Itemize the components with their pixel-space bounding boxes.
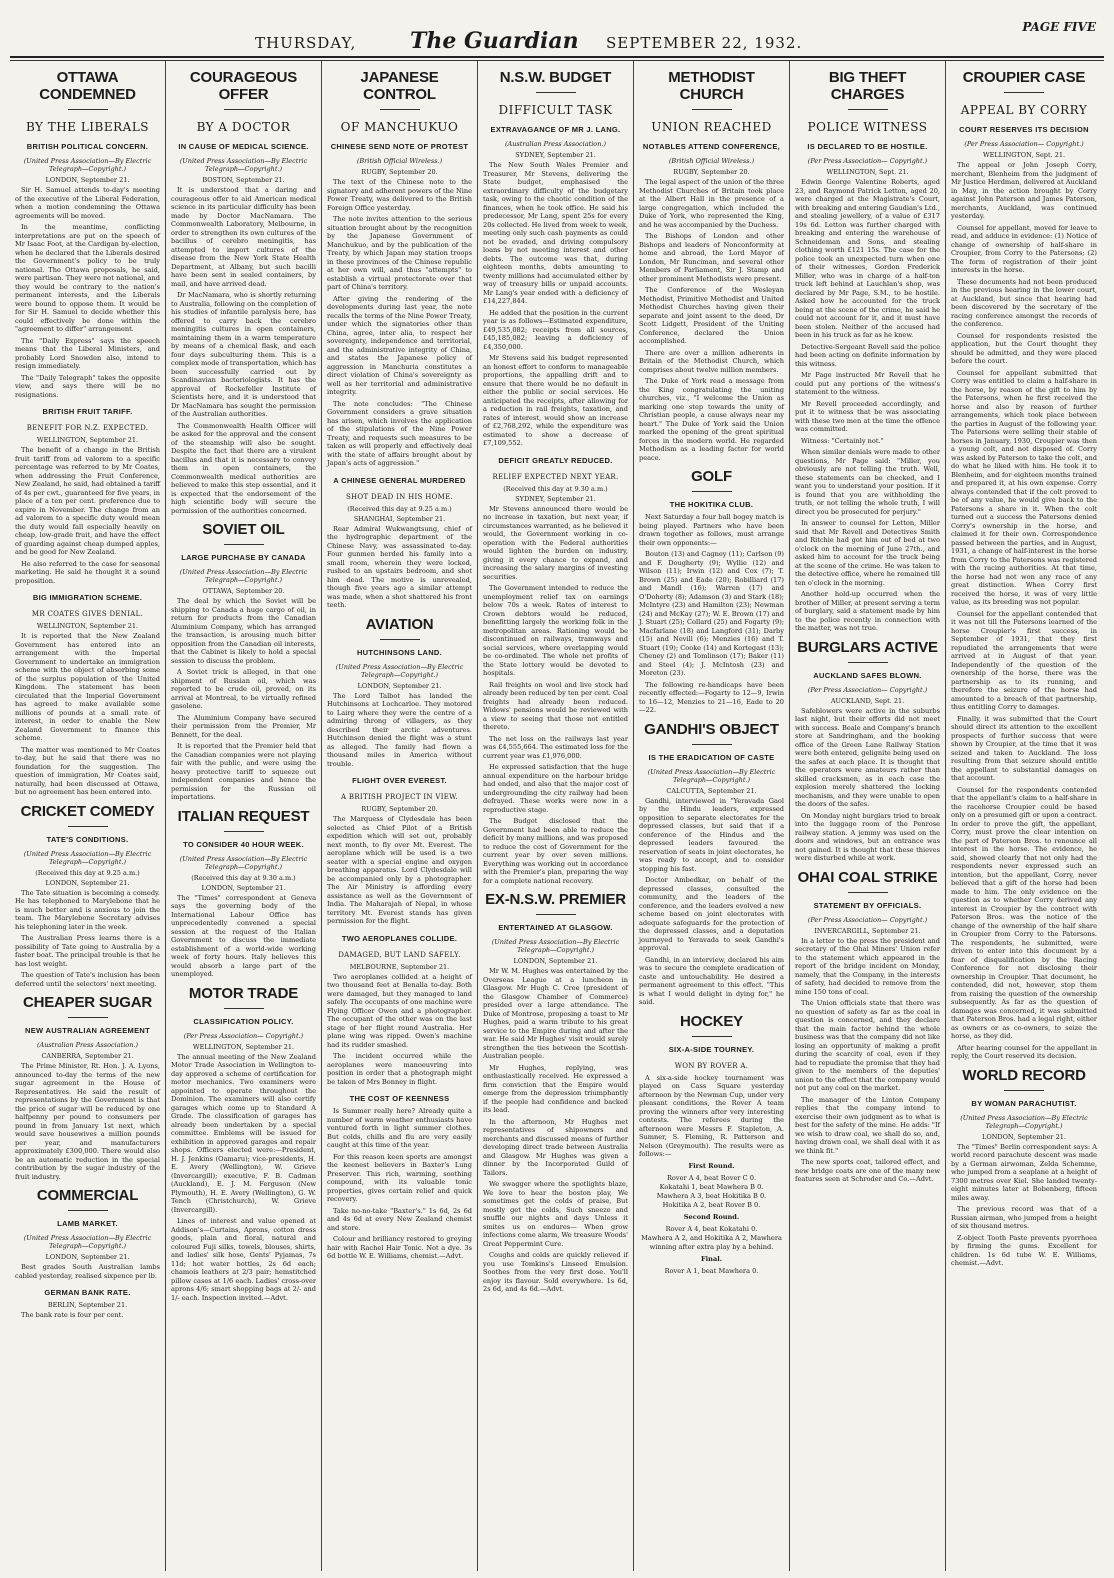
article	[795, 869, 940, 1184]
article-paragraph: After hearing counsel for the appellant in reply, the Court reserved its decision.	[951, 1043, 1097, 1060]
article-deck: COURT RESERVES ITS DECISION	[959, 125, 1089, 134]
article-minor-heading: WON BY ROVER A.	[674, 1061, 749, 1070]
headline-rule	[224, 544, 264, 545]
article-paragraph: Take no-no-take "Baxter's." 1s 6d, 2s 6d and 4s 6d at every New Zealand chemist and store.	[327, 1206, 472, 1232]
article-paragraph: The New South Wales Premier and Treasurer, Mr Stevens, delivering the State budget, emphasised the extraordinary difficulty of the budgetary task, owing to the chaotic condition of the finances, when he took office. He said his predecessor, Mr Lang, spent 25s for every 20s collected. He lived from week to week, meeting only such cash payments as could not be evaded, and driving compulsory loans by not meeting interest and other debts. The outcome was that, during eighteen months, debts amounting to twenty millions had accumulated either by way of treasury bills or unpaid accounts. Mr Lang's year ended with a deficiency of £14,227,844.	[483, 161, 628, 305]
article-headline: MOTOR TRADE	[188, 984, 299, 1002]
headline-rule	[848, 109, 888, 110]
article-paragraph: Witness: "Certainly not."	[801, 436, 884, 445]
wire-credit: (United Press Association—By Electric Telegraph—Copyright.)	[179, 568, 308, 584]
dateline: WELLINGTON, September 21.	[36, 436, 139, 444]
article-deck: BY WOMAN PARACHUTIST.	[971, 1098, 1077, 1108]
results-round-heading: First Round.	[688, 1161, 735, 1170]
column-7	[946, 61, 1102, 1571]
results-round-heading: Final.	[700, 1254, 723, 1263]
dateline: BERLIN, September 21.	[47, 1301, 128, 1309]
article-paragraph: The Tate situation is becoming a comedy. He has telephoned to Marylebone that he is much better and is anxious to join the team. The Marylebone Secretary advises his telephoning later in the week.	[15, 888, 160, 931]
article-headline: WORLD RECORD	[962, 1066, 1086, 1084]
article-minor-heading: RELIEF EXPECTED NEXT YEAR.	[492, 472, 619, 481]
headline-rule	[536, 92, 576, 93]
article	[639, 468, 784, 715]
dateline: RUGBY, September 20.	[361, 805, 438, 813]
wire-credit: (Australian Press Association.)	[37, 1041, 138, 1049]
article-paragraph: The Bishops of London and other Bishops and leaders of Nonconformity at home and abroad, the Lord Mayor of London, Mr Runciman, and several other Members of Parliament, Sir J. Stamp and other prominent Methodists were present.	[639, 232, 784, 283]
article-paragraph: The appeal or John Joseph Corry, merchant, Blenheim from the judgment of Mr Justice Herdman, delivered at Auckland in May, in the action brought by Corry against John Paterson and James Paterson, merchants, Auckland, was continued yesterday.	[951, 161, 1097, 220]
article-paragraph: Edwin George Valentine Roberts, aged 23, and Raymond Patrick Letton, aged 20, were charged at the Magistrate's Court, with breaking and entering Gaudian's Ltd., and stealing jewellery, of a value of £317 19s 6d. Letton was further charged with breaking and entering the warehouse of Schneideman and Sons, and stealing clothing worth £121 15s. The case for the police took an unexpected turn when one of their witnesses, Gordon Frederick Miller, who was in charge of a half-ton truck left behind at Lauchlan's shop, was declared by Mr Page, S.M., to be hostile. Asked how he accounted for the truck being at the scene of the crime, he said he could not account for it, and it must have been stolen. Neither of the accused had been in his truck as far as he knew.	[795, 178, 940, 339]
article-columns	[10, 60, 1104, 1571]
article	[15, 803, 160, 989]
received-note: (Received this day at 9.30 a.m.)	[191, 873, 296, 882]
article-paragraph: He also referred to the case for seasonal marketing. He said he thought it a sound proposition.	[15, 559, 160, 585]
article-paragraph: The Lord Talbot has landed the Hutchinsons at Lochcarloe. They motored to Lairg where they were the centre of a admiring throng of villagers, as they described their arctic adventures. Hutchinson denied the flight was a stunt as alleged. The family had flown a thousand miles in America without trouble.	[327, 691, 472, 768]
headline-rule	[536, 914, 576, 915]
article	[15, 994, 160, 1181]
article-subheadline: POLICE WITNESS	[807, 120, 928, 134]
article-headline: BURGLARS ACTIVE	[797, 638, 938, 656]
article-paragraph: The new sports coat, tailored effect, and new bridge coats are one of the many new features seen at Schroder and Co.—Advt.	[795, 1158, 940, 1183]
article-deck: TATE'S CONDITIONS.	[46, 834, 129, 844]
article-deck: A CHINESE GENERAL MURDERED	[333, 475, 466, 485]
dateline: WELLINGTON, September 21.	[192, 1042, 295, 1051]
headline-rule	[848, 662, 888, 663]
article-paragraph: When similar denials were made to other questions, Mr Page said: "Miller, you obviously are not telling the truth. Well, these statements can be checked, and I want you to understand your position. If it is found that you are withholding the truth, or not telling the whole truth, I will direct you be prosecuted for perjury."	[795, 448, 940, 516]
column-3	[322, 61, 478, 1571]
article-paragraph: The matter was mentioned to Mr Coates to-day, but he said that there was no foundation for the suggestion. The question of immigration, Mr Coates said, naturally, had been discussed at Ottawa, but no agreement has been entered into.	[15, 745, 160, 796]
article-paragraph: The Aluminium Company have secured their permission from the Premier, Mr Bennett, for the deal.	[171, 713, 316, 739]
article-deck: CHINESE SEND NOTE OF PROTEST	[330, 142, 469, 151]
article	[171, 69, 316, 515]
result-line: Mawhera A 3, beat Hokitika B 0.	[656, 1191, 767, 1200]
dateline: RUGBY, September 20.	[361, 168, 438, 176]
article-paragraph: There are over a million adherents in Britain of the Methodist Church, which comprises about twelve million members.	[639, 348, 784, 374]
article-headline: CROUPIER CASE	[962, 69, 1086, 86]
article	[327, 776, 472, 926]
wire-credit: (United Press Association—By Electric Telegraph—Copyright.)	[647, 767, 776, 784]
article-headline: ITALIAN REQUEST	[177, 807, 310, 825]
article-paragraph: The Government intended to reduce the unemployment relief tax on earnings below 70s a week. Rates of interest to Crown debtors would be reduced, benefitting largely the working folk in the metropolitan areas. Rationing would be discontinued on railways, tramways and social services, where overlapping would be co-ordinated. The whole net profits of the State lottery would be devoted to hospitals.	[483, 584, 628, 677]
headline-rule	[224, 109, 264, 110]
wire-credit: (United Press Association—By Electric Telegraph—Copyright.)	[335, 662, 464, 679]
article	[15, 1288, 160, 1320]
headline-rule	[68, 1210, 108, 1211]
article	[327, 934, 472, 1087]
article-paragraph: The net loss on the railways last year was £4,555,664. The estimated loss for the current year was £1,976,000.	[483, 734, 628, 760]
headline-rule	[692, 109, 732, 110]
article-deck: LARGE PURCHASE BY CANADA	[181, 553, 306, 562]
article-paragraph: Counsel for appellant submitted that Corry was entitled to claim a half-share in the horse, by reason of the gift to him by the Patersons, when he first received the horse and also by reason of further arrangements, which took place between the parties in August of the following year. The Patersons were selling their stable of horses in January, 1930, Croupier was then a young colt, and not disposed of. Corry was asked by Paterson to take the colt, and do what he liked with him. He took it to Blenheim, and for eighteen months trained and prepared it, at his own expense. Corry always contended that if the colt proved to be of any value, he would give back to the Patersons a share in it. When the colt turned out a success the Patersons denied Corry's ownership in the horse, and claimed it for their own. Correspondence passed between the parties, and in August, 1931, a change of half-interest in the horse from Corry to the Patersons was registered with the racing authorities. At that time, the horse had not won any race of any great distinction. When Corry first received the horse, it was of very little value, as its breeding was not popular.	[951, 368, 1097, 606]
article-deck: CLASSIFICATION POLICY.	[193, 1016, 294, 1026]
dateline: RUGBY, September 20.	[673, 168, 750, 176]
result-line: Kokatahi 1, beat Mawhera B 0.	[659, 1182, 764, 1191]
wire-credit: (United Press Association—By Electric Telegraph—Copyright.)	[23, 157, 152, 173]
article-paragraph: Detective-Sergeant Revell said the police had been acting on definite information by this witness.	[795, 342, 940, 368]
dateline: INVERCARGILL, September 21.	[814, 926, 921, 935]
article-paragraph: Safeblowers were active in the suburbs last night, but their efforts did not meet with success. Beale and Company's branch store at Sandringham, and the booking office of the Green Lane Railway Station were both entered, gelignite being used on the safes at each place. It is thought that the operators were amateurs rather than skilled cracksmen, as in each case the explosion merely shattered the locking mechanism, and they were unable to open the doors of the safes.	[795, 706, 940, 808]
wire-credit: (United Press Association—By Electric Telegraph—Copyright.)	[179, 157, 308, 173]
masthead-date: SEPTEMBER 22, 1932.	[606, 34, 803, 52]
article-headline: JAPANESE CONTROL	[360, 69, 439, 103]
article	[795, 639, 940, 863]
dateline: BOSTON, September 21.	[202, 176, 285, 184]
article-paragraph: The Prime Minister, Rt. Hon. J. A. Lyons, announced to-day the terms of the new sugar agreement in the House of Representatives. He said the result of representations by the Government is that the price of sugar will be reduced by one halfpenny per pound to consumers per pound in from January 1st next, which would save housewives a million pounds per year, and manufacturers approximately £300,000. There would also be an automatic reduction in the special contribution by the sugar industry of the fruit industry.	[15, 1062, 160, 1181]
headline-rule	[68, 826, 108, 827]
wire-credit: (British Official Wireless.)	[356, 157, 443, 165]
article-paragraph: The Marquess of Clydesdale has been selected as Chief Pilot of a British expedition which will set out, probably next month, to fly over Mt. Everest. The aeroplane which will be used is a two seater with a special engine and oxygen breathing apparatus. Lord Clydesdale will be accompanied only by a photographer. The Air Ministry is affording every assistance as well as the Government of India. The Maharajah of Nepal, in whose territory Mt. Everest stands has given permission for the flight.	[327, 815, 472, 925]
article-deck: TO CONSIDER 40 HOUR WEEK.	[183, 839, 304, 849]
wire-credit: (Per Press Association— Copyright.)	[807, 685, 928, 694]
wire-credit: (Per Press Association— Copyright.)	[807, 915, 928, 924]
article-minor-heading: DAMAGED, BUT LAND SAFELY.	[338, 950, 461, 959]
column-4	[478, 61, 634, 1571]
article-paragraph: It is understood that a daring and courageous offer to aid American medical science in its particular difficulty has been made by Doctor MacNamara. The Commonwealth Laboratory, Melbourne, in order to strengthen its own cultures of the bacillus of cerebro meningitis, has attempted to import cultures of the disease from the New York State Health Department, at Albany, but such bacilli have been sent in sealed containers, by mail, and have arrived dead.	[171, 186, 316, 288]
article-paragraph: Doctor Ambedkar, on behalf of the depressed classes, consulted the community, and the leaders of the conference, and the leaders evolved a new scheme based on joint electorates with adequate safeguards for the protection of the depressed classes, and a deputation journeyed to Yeravada to seek Gandhi's approval.	[639, 876, 784, 952]
article-paragraph: The Duke of York read a message from the King congratulating the uniting churches, viz., "I welcome the Union as marking one step towards the unity of Christian people, a cause always near my heart." The Duke of York said the Union marked the opening of the great spiritual forces in the modern world. He regarded Methodism as a leading factor for world peace.	[639, 377, 784, 462]
dateline: LONDON, September 21.	[201, 883, 286, 892]
wire-credit: (United Press Association—By Electric Telegraph—Copyright.)	[179, 854, 308, 871]
article-paragraph: The question of Tate's inclusion has been deferred until the selectors' next meeting.	[15, 971, 160, 988]
dateline: OTTAWA, September 20.	[202, 587, 285, 595]
wire-credit: (United Press Association—By Electric Telegraph—Copyright.)	[23, 849, 152, 866]
article-paragraph: The legal aspect of the union of the three Methodist Churches of Britain took place at the Albert Hall in the presence of a large congregation, which included the Duke of York, who represented the King, and he was accompanied by the Duchess.	[639, 178, 784, 229]
article-paragraph: For this reason keen sports are amongst the keenest believers in Baxter's Lung Preserver. This rich, warming, soothing compound, with its valuable tonic properties, gives certain relief and quick recovery.	[327, 1152, 472, 1203]
wire-credit: (Per Press Association— Copyright.)	[183, 1031, 304, 1040]
article-paragraph: On Monday night burglars tried to break into the luggage room of the Penrose railway station. A jemmy was used on the doors and windows, but an entrance was not gained. It is thought that these thieves were disturbed while at work.	[795, 811, 940, 862]
article-paragraph: The Union officials state that there was no question of safety as far as the coal in question is concerned, and they declare that the main factor behind the whole business was that the company did not like losing an opportunity of making a profit during the scarcity of coal, even if they had to repudiate the promise that they had given to the members of the deputies' union to the effect that the company would not put any coal on the market.	[795, 999, 940, 1092]
article-paragraph: Mr Stevens announced there would be no increase in taxation, but next year, if circumstances warranted, as he believed it would, the Government working in co-operation with the Federal authorities would lighten the burden on industry, giving it every chance to expand, and increasing the salary margins of investing securities.	[483, 504, 628, 581]
headline-rule	[68, 1017, 108, 1018]
article-paragraph: Mr W. M. Hughes was entertained by the Overseas League at a luncheon in Glasgow. Mr Hugh C. Cree (president of the Glasgow Chamber of Commerce) presided over a large attendance. The Duke of Montrose, proposing a toast to Mr Hughes, paid a warm tribute to his great service to the Empire during and after the war. He said Mr Hughes' visit would surely strengthen the ties between the Scottish-Australian people.	[483, 967, 628, 1060]
article-deck: STATEMENT BY OFFICIALS.	[813, 900, 922, 910]
article	[327, 476, 472, 610]
article-paragraph: The note concludes: "The Chinese Government considers a grave situation has arisen, which involves the application of the stipulations of the Nine Power Treaty, and requests such measures to be taken as will properly and effectively deal with the state of affairs brought about by Japan's acts of aggression."	[327, 399, 472, 467]
article-paragraph: A six-a-side hockey tournament was played on Cass Square yesterday afternoon by the Newman Cup, under very pleasant conditions, the Rover A team proving the winners after very interesting contests. The referees during the afternoon were Messrs F. Stapleton, A. Sumner, S. Fleming, R. Patterson and Nelson (Greymouth). The results were as follows:—	[639, 1073, 784, 1158]
article-minor-heading: A BRITISH PROJECT IN VIEW.	[341, 793, 458, 801]
article	[639, 69, 784, 462]
article-paragraph: The benefit of a change in the British fruit tariff from ad valorem to a specific percentage was referred to by Mr Coates, when addressing the Fruit Conference, New Zealand, he said, had obtained a tariff of 4s per cwt., guaranteed for five years, in place of a ten per cent. preference due to expire in November. The change from an ad valorem to a specific duty would mean the duty would fall especially heavily on cheap, low-grade fruit, and have the effect of guarding against cheap dumped apples, and be good for New Zealand.	[15, 446, 161, 556]
wire-credit: (Per Press Association— Copyright.)	[807, 157, 928, 165]
dateline: LONDON, September 21.	[45, 878, 130, 887]
article	[639, 1013, 784, 1276]
article-paragraph: After giving the rendering of the developments during last year, the note recalls the terms of the Nine Power Treaty, under which the signatories other than China, agree, inter alia, to respect her sovereignty, independence and territorial, and the administrative integrity of China, and states the Japanese policy of aggression in Manchuria constitutes a direct violation of China's sovereignty as well as her territorial and administrative integrity.	[327, 294, 472, 396]
masthead-paper-name: The Guardian	[410, 28, 579, 54]
article	[951, 1067, 1097, 1268]
article-paragraph: These documents had not been produced in the previous hearing in the lower court, at Auckland, but since that hearing had been discovered by the secretary of the racing conference amongst the records of the conference.	[951, 277, 1097, 328]
result-line: Rover A 1, beat Mawhera 0.	[664, 1266, 759, 1275]
article-deck: BIG IMMIGRATION SCHEME.	[32, 593, 143, 602]
result-line: Rover A 4, beat Rover C 0.	[666, 1173, 757, 1182]
article-headline: COMMERCIAL	[36, 1187, 139, 1204]
article-subheadline: BY THE LIBERALS	[25, 120, 150, 134]
article	[951, 69, 1097, 1061]
article-paragraph: Bouton (13) and Cagney (11); Carlson (9) and F. Dougherty (9); Wyllie (12) and Wilson (11); Irwin (12) and Cox (7); T. Brown (25) and Eade (20); Robilliard (17) and Mandl (16); Warren (17) and O'Doherty (8); Adamson (3) and Stark (18); McIntyre (23) and Hamilton (23); Newman (24) and McKay (27); W. E. Brown (17) and J. Stuart (25); Collard (25) and Fogarty (9); Macfarlane (18) and Langford (31); Darby (15) and Nevill (6); Menzies (16) and T. Stuart (19); Cooke (14) and Kortegast (13); Cheney (2) and Tomlinson (17); Baker (11) and Steel (4); J. McIntosh (23) and Moreton (23).	[639, 550, 784, 677]
article-headline: N.S.W. BUDGET	[499, 69, 612, 86]
article-paragraph: Counsel for appellant, moved for leave to read, and adduce in evidence: (1) Notice of change of ownership of half-share in Croupier, from Corry to the Patersons; (2) The form of registration of their joint interests in the horse.	[951, 223, 1097, 274]
column-2	[166, 61, 322, 1571]
article-deck: HUTCHINSONS LAND.	[356, 647, 443, 657]
article-paragraph: Mr Stevens said his budget represented an honest effort to conform to manageable proportions, the appalling drift and to ensure that there would be no default in either the public or social services. He anticipated the receipts, after allowing for a reduction in rail freights, taxation, and rates of interest, would show an increase of £2,768,292, while the expenditure was estimated to show a decrease of £7,109,552.	[483, 354, 628, 447]
article-deck: DEFICIT GREATLY REDUCED.	[498, 455, 613, 465]
article-paragraph: Best grades South Australian lambs cabled yesterday, realised sixpence per lb.	[15, 1263, 160, 1280]
dateline: SYDNEY, September 21.	[515, 151, 596, 159]
article-paragraph: Counsel for the respondents contended that the appellant's claim to a half-share in the racehorse Croupier could be based only on a presumed gift or upon a contract. In order to prove the gift, the appellant, Corry, must prove the clear intention on the part of Paterson Bros. to renounce all interest in the horse. The evidence, he said, showed clearly that not only had the respondents never expressed such an intention, but the appellant, Corry, never believed that a gift of the horse had been made to him. The only evidence on the question as to whether Corry derived any interest in Croupier by the contract with Paterson Bros. was the notice of the change of the ownership of the half share in Croupier from Corry to the Patersons. The respondents, he submitted, were driven to enter into this document by a fear of disqualification by the Racing Conference for not disclosing their ownership in Croupier. That document, he contended, did not, however, stop them from raising the question of the ownership subsequently. As far as the question of damages was concerned, it was submitted that Paterson Bros. had a legal right, either as owners or as co-owners, to seize the horse, as they did.	[951, 785, 1098, 1040]
article-deck: THE COST OF KEENNESS	[349, 1094, 450, 1103]
article-headline: OHAI COAL STRIKE	[797, 868, 938, 886]
article-headline: EX-N.S.W. PREMIER	[485, 891, 626, 908]
article	[327, 1094, 472, 1261]
article-headline: HOCKEY	[680, 1012, 743, 1030]
article-minor-heading: BENEFIT FOR N.Z. EXPECTED.	[26, 424, 149, 432]
article	[15, 593, 160, 797]
dateline: SHANGHAI, September 21.	[353, 514, 446, 523]
dateline: LONDON, September 21.	[45, 1253, 130, 1261]
article-paragraph: Colour and brilliancy restored to greying hair with Rachel Hair Tonic. Not a dye. 3s 6d bottle W. E. Williams, chemist.—Advt.	[327, 1235, 472, 1260]
article	[483, 891, 628, 1294]
dateline: SYDNEY, September 21.	[515, 494, 596, 503]
article-headline: SOVIET OIL	[202, 521, 285, 538]
article-subheadline: DIFFICULT TASK	[498, 103, 613, 117]
article	[15, 407, 160, 585]
article-paragraph: In answer to counsel for Letton, Miller said that Mr Revell and Detectives Smith and Ritchie had got him out of bed at two o'clock on the morning of June 27th., and asked him to account for the truck being at the scene of the crime. He was taken to the detective office, where he remained till ten o'clock in the morning.	[795, 519, 940, 587]
article-paragraph: The previous record was that of a Russian airman, who jumped from a height of six thousand metres.	[951, 1205, 1097, 1230]
headline-rule	[224, 1008, 264, 1009]
article-paragraph: Mr Revell proceeded accordingly, and put it to witness that he was associating with these two men at the time the offence was committed.	[795, 399, 940, 433]
article-paragraph: Sir H. Samuel attends to-day's meeting of the executive of the Liberal Federation, when a motion condemning the Ottawa agreements will be moved.	[15, 186, 160, 220]
article-deck: TWO AEROPLANES COLLIDE.	[341, 933, 458, 943]
article-paragraph: The following re-handicaps have been recently effected:—Fogarty to 12—9, Irwin to 16—12, Menzies to 21—16, Eade to 20—22.	[639, 680, 784, 714]
article-paragraph: It is reported that the New Zealand Government has entered into an arrangement with the Imperial Government to undertake an immigration scheme with the object of absorbing some of the surplus population of the United Kingdom. The statement has been circulated that the Imperial Government has agreed to make available some millions of pounds at a small rate of interest, in order to enable the New Zealand Government to finance this scheme.	[15, 632, 160, 742]
article-deck: IS THE ERADICATION OF CASTE	[648, 752, 775, 762]
article-paragraph: Dr MacNamara, who is shortly returning to Australia, following on the completion of his studies of infantile paralysis here, has offered to carry back the cerebro meningitis cultures in open containers, maintaining them in a warm temperature by means of a chemical flask, and each four days subculturing them. This is a complex mode of transportation, which has been successfully carried out by Scandinavian bacteriologists. It has the approval of Rockefeller Institute of Scientists here, and it is understood that Dr MacNamara has sought the permission of the Australian authorities.	[171, 291, 316, 418]
result-line: Mawhera A 2, and Hokitika A 2, Mawhera winning after extra play by a behind.	[641, 1233, 782, 1251]
dateline: LONDON, September 21.	[45, 176, 130, 184]
received-note: (Received this day at 9.25 a.m.)	[347, 504, 452, 513]
article	[483, 456, 628, 886]
article-paragraph: The "Daily Express" says the speech means that the Liberal Ministers, and probably Lord Snowden also, intend to resign immediately.	[15, 336, 160, 370]
headline-rule	[224, 831, 264, 832]
column-6	[790, 61, 946, 1571]
article-paragraph: In the afternoon, Mr Hughes met representatives of shipowners and merchants and discussed means of further developing direct trade between Australia and Glasgow. Mr Hughes was given a dinner by the Incorporated Guild of Tailors.	[483, 1117, 628, 1177]
dateline: CALCUTTA, September 21.	[666, 786, 757, 795]
article-deck: GERMAN BANK RATE.	[44, 1288, 131, 1297]
dateline: CANBERRA, September 21.	[41, 1052, 134, 1060]
article-paragraph: He added that the position in the current year is as follows—Estimated expenditure, £49,535,082; receipts from all sources, £45,185,082; leaving a deficiency of £4,350,000.	[483, 308, 628, 351]
article	[15, 1187, 160, 1280]
article-paragraph: The Budget disclosed that the Government had been able to reduce the deficit by many millions, and was proposed to reduce the cost of Government for the current year by over seven millions. Everything was working out in accordance with the Premier's plan, preparing the way for a complete national recovery.	[483, 817, 628, 885]
article-deck: THE HOKITIKA CLUB.	[669, 500, 754, 509]
article-paragraph: Rail freights on wool and live stock had already been reduced by ten per cent. Coal freights had already been reduced. Widows' pensions would be reviewed with a view to seeing that those not entitled thereto.	[483, 680, 628, 731]
article-deck: BRITISH FRUIT TARIFF.	[42, 407, 133, 416]
dateline: MELBOURNE, September 21.	[349, 962, 450, 971]
headline-rule	[68, 109, 108, 110]
article-paragraph: The "Times" Berlin correspondent says: A world record parachute descent was made by a German airwoman, Zelda Schemme, who jumped from a seaplane at a height of 7300 metres over Kiel. She landed twenty-eight minutes later at Bobenberg, fifteen miles away.	[951, 1142, 1097, 1202]
article	[327, 616, 472, 769]
article	[15, 69, 160, 399]
article	[171, 808, 316, 979]
dateline: WELLINGTON, September 21.	[36, 622, 139, 630]
article-deck: NOTABLES ATTEND CONFERENCE,	[642, 142, 781, 151]
headline-rule	[848, 892, 888, 893]
dateline: LONDON, September 21.	[513, 957, 598, 965]
article-paragraph: Is Summer really here? Already quite a number of warm weather enthusiasts have ventured forth in light summer clothes. But colds, chills and flu are very easily caught at this time of the year.	[327, 1107, 472, 1149]
result-line: Hokitika A 2, beat Rover B 0.	[662, 1200, 761, 1209]
received-note: (Received this day at 9.25 a.m.)	[35, 868, 140, 877]
article-paragraph: The Conference of the Wesleyan Methodist, Primitive Methodist and United Methodist Churches having given their separate and joint assent to the deed, Dr Scott Lidgett, President of the Uniting Conference, declared the Union accomplished.	[639, 286, 784, 345]
headline-rule	[692, 491, 732, 492]
article-paragraph: Coughs and colds are quickly relieved if you use Tomkins's Linseed Emulsion. Soothes from the very first dose. You'll enjoy its flavour. Sold everywhere. 1s 6d, 2s 6d, and 4s 6d.—Advt.	[483, 1251, 628, 1293]
wire-credit: (United Press Association—By Electric Telegraph—Copyright.)	[491, 938, 620, 954]
article-minor-heading: SHOT DEAD IN HIS HOME.	[345, 492, 454, 501]
article-paragraph: The "Times" correspondent at Geneva says the governing body of the International Labour Office has unprecedentedly convened a special session at the request of the Italian Government to discuss the immediate establishment of a world-wide working week of forty hours. Italy believes this would absorb a large part of the unemployed.	[171, 893, 316, 978]
dateline: WELLINGTON, Sept. 21.	[982, 151, 1066, 159]
article-headline: CHEAPER SUGAR	[22, 994, 153, 1011]
wire-credit: (Australian Press Association.)	[505, 140, 606, 148]
article-paragraph: The bank rate is four per cent.	[21, 1311, 124, 1319]
article-paragraph: Counsel for the appellant contended that it was not till the Patersons learned of the horse Croupier's first success, in September of 1931, that they first repudiated the arrangements that were arrived at in August of that year. Independently of the question of the ownership of the horse, there was the partnership as to its running, and therefore the seizure of the horse had amounted to a breach of that partnership, thus entitling Corry to damages.	[951, 609, 1097, 711]
dateline: WELLINGTON, Sept. 21.	[826, 168, 909, 176]
masthead	[10, 18, 1104, 58]
article-deck: LAMB MARKET.	[57, 1219, 118, 1228]
article-headline: CRICKET COMEDY	[20, 802, 155, 820]
article-subheadline: BY A DOCTOR	[196, 120, 291, 134]
article-headline: GANDHI'S OBJECT	[644, 720, 779, 738]
article	[171, 521, 316, 802]
article-paragraph: A Soviet trick is alleged, in that one shipment of Russian oil, which was reported to be crude oil, proved, on its arrival at Montreal, to be virtually refined gasolene.	[171, 668, 316, 710]
wire-credit: (United Press Association—By Electric Telegraph—Copyright.)	[960, 1113, 1088, 1130]
article-paragraph: It is reported that the Premier held that the Canadian companies were not playing fair with the public, and were using the heavy protective tariff to squeeze out independent companies and hence the permission for the Russian oil importations.	[171, 742, 316, 801]
article-deck: EXTRAVAGANCE OF MR J. LANG.	[490, 125, 621, 134]
article-deck: ENTERTAINED AT GLASGOW.	[498, 923, 613, 932]
article-paragraph: The manager of the Linton Company replies that the company intend to exercise their own judgment as to what is best for the safety of the mine. He adds: "If we wish to draw coal, we shall do so, and, having drawn coal, we shall deal with it as we think fit."	[795, 1095, 940, 1155]
article-paragraph: Finally, it was submitted that the Court should direct its attention to the excellent prospects of further success that were shown by Croupier, at the time that it was seized and taken to Auckland. The loss resulting from that seizure should entitle the appellant to substantial damages on that account.	[951, 714, 1097, 782]
article-deck: AUCKLAND SAFES BLOWN.	[813, 670, 922, 680]
article	[171, 985, 316, 1303]
article-headline: OTTAWA CONDEMNED	[39, 69, 136, 103]
article-paragraph: The incident occurred while the aeroplanes were manoeuvring into position in order that a photograph might be taken of Mrs Bonney in flight.	[327, 1052, 472, 1086]
article-paragraph: Counsel for respondents resisted the application, but the Court thought they should be admitted, and they were placed before the court.	[951, 331, 1097, 365]
article-paragraph: The text of the Chinese note to the signatory and adherent powers of the Nine Power Treaty, was delivered to the British Foreign Office yesterday.	[327, 178, 472, 212]
article-paragraph: In the meantime, conflicting interpretations are put on the speech of Mr Isaac Foot, at the Cardigan by-election, when he declared that the Liberals desired the Government's policy to be truly national. The Ottawa proposals, he said, were partisan. They were not national, and they would be contrary to the nation's permanent interests, and the Liberals were bound to oppose them. It would be for Sir H. Samuel to decide whether this could effectively be done within the "agreement to differ" arrangement.	[15, 223, 160, 333]
article-paragraph: Z-object Tooth Paste prevents pyorrhoea by firming the gums. Excellent for children. 1s 6d tube W. E. Williams, chemist.—Advt.	[951, 1233, 1097, 1267]
article-paragraph: Another hold-up occurred when the brother of Miller, at present serving a term of burglary, said a statement made by him to the police recently in connection with the matter, was not true.	[795, 590, 940, 632]
results-list	[639, 1162, 784, 1276]
article-paragraph: He expressed satisfaction that the huge annual expenditure on the harbour bridge had ended, and also that the major cost of undergrounding the city railway had been defrayed. These works were now in a reproductive stage.	[483, 763, 628, 814]
article	[327, 69, 472, 468]
article-paragraph: Two aeroplanes collided at a height of two thousand feet at Benalla to-day. Both were damaged, but they managed to land safely. The occupants of one machine were Flying Officer Owen and a photographer. The occupant of the other was on the last stage of her flight round Australia. Her plane wing was ripped. Owen's machine had its rudder smashed.	[327, 972, 472, 1049]
results-round-heading: Second Round.	[683, 1212, 740, 1221]
article-paragraph: Rear Admiral Wukwangtsung, chief of the hydrographic department of the Chinese Navy, was assassinated to-day. Four gunmen herded his family into a small room, wherein they were locked, rushed to an upstairs bedroom, and shot him dead. The motive is unrevealed, though five years ago a similar attempt was made, when a shot shattered his front teeth.	[327, 524, 472, 609]
column-1	[10, 61, 166, 1571]
article-deck: SIX-A-SIDE TOURNEY.	[668, 1044, 755, 1054]
article-paragraph: Gandhi, in an interview, declared his aim was to secure the complete eradication of caste and untouchability. He desired a permanent agreement to this effect. "This is what I would delight in dying for," he said.	[639, 955, 784, 1006]
headline-rule	[692, 744, 732, 745]
article	[639, 721, 784, 1007]
article-paragraph: In a letter to the press the president and secretary of the Ohai Miners' Union refer to the statement which appeared in the report of the bridge incident on Monday, namely, that the Company, in the interests of safety, had decided to remove from the mine 150 tons of coal.	[795, 936, 940, 996]
article-paragraph: The annual meeting of the New Zealand Motor Trade Association in Wellington to-day approved a scheme of certification for motor mechanics. Two examiners were appointed to operate throughout the Dominion. The examiners will also certify garages which come up to Standard A Grade. The classification of garages has already been undertaken by a special committee. Emblems will be issued for exhibition in approved garages and repair shops. Officers elected were:—President, H. J. Jenkins (Oamaru); vice-presidents, H. E. Avery (Wellington), W. Grieve (Invercargill); executive, F. B. Cadman (Auckland), E. J. M. Ferguson (New Plymouth), H. E. Avery (Wellington), G. W. Tench (Christchurch), W. Grieve (Invercargill).	[171, 1052, 316, 1214]
article-paragraph: Mr Page instructed Mr Revell that he could put any portions of the witness's statement to the witness.	[795, 371, 940, 396]
article-paragraph: Gandhi, interviewed in "Yeravada Gaol by the Hindu leaders, expressed opposition to separate electorates for the depressed classes, but said that if a conference of the Hindus and the depressed leaders favoured the reservation of seats in joint electorates, he was ready to accept, and to consider stopping his fast.	[639, 796, 784, 873]
article-minor-heading: MR COATES GIVES DENIAL.	[31, 610, 144, 618]
wire-credit: (Per Press Association— Copyright.)	[964, 140, 1084, 148]
page-number: PAGE FIVE	[1022, 20, 1096, 34]
article-headline: BIG THEFT CHARGES	[828, 69, 907, 103]
article-deck: IN CAUSE OF MEDICAL SCIENCE.	[178, 142, 309, 151]
wire-credit: (British Official Wireless.)	[668, 157, 755, 165]
received-note: (Received this day at 9.30 a.m.)	[503, 484, 608, 493]
headline-rule	[692, 1036, 732, 1037]
article-headline: COURAGEOUS OFFER	[189, 69, 298, 103]
article-paragraph: The "Daily Telegraph" takes the opposite view, and says there will be no resignations.	[15, 373, 160, 399]
masthead-day: THURSDAY,	[255, 34, 357, 52]
article-deck: FLIGHT OVER EVEREST.	[352, 776, 447, 785]
article-paragraph: The Australian Press learns there is a possibility of Tate going to Australia by a faster boat. The principal trouble is that he has lost weight.	[15, 934, 160, 968]
headline-rule	[1004, 1090, 1044, 1091]
column-5	[634, 61, 790, 1571]
article-paragraph: We swagger where the spotlights blaze, We love to hear the boston play, We sometimes get the colds of praise, But mostly get the colds, Such sneeze and snuffle our nights and days Unless it smites us on endures— When grow infections come alarm, We treasure Woods' Great Peppermint Cure.	[483, 1180, 628, 1248]
article-subheadline: OF MANCHUKUO	[340, 120, 459, 134]
article	[483, 69, 628, 448]
article-paragraph: The deal by which the Soviet will be shipping to Canada a huge cargo of oil, in return for products from the Canadian Aluminium Company, which has arranged the transaction, is arousing much bitter opposition from the Canadian oil interests, that the Cabinet is likely to hold a special session to discuss the problem.	[171, 597, 316, 665]
headline-rule	[380, 109, 420, 110]
headline-rule	[1004, 92, 1044, 93]
article-headline: METHODIST CHURCH	[668, 69, 755, 103]
wire-credit: (United Press Association—By Electric Telegraph—Copyright.)	[23, 1234, 152, 1250]
article-paragraph: Lines of interest and value opened at Addison's—Curtains, Aprons, cotton dress goods, plain and floral, natural and coloured Fuji silks, towels, blouses, shirts, and ladies' silk hose, Gents' Pyjamas, 7s 11d; hot water bottles, 2s 6d each; chamois leathers at 2/3 pair; hemstitched pillow cases at 1/6 each. Ladies' cross-over aprons 4/6; smart shopping bags at 2/- and 1/- each. Inspection invited.—Advt.	[171, 1217, 316, 1302]
article	[795, 69, 940, 633]
article-deck: NEW AUSTRALIAN AGREEMENT	[25, 1026, 150, 1035]
headline-rule	[380, 639, 420, 640]
article-paragraph: Next Saturday a four ball bogey match is being played. Partners who have been drawn together as follows, must arrange their own opponents:—	[639, 513, 784, 547]
article-deck: IS DECLARED TO BE HOSTILE.	[807, 142, 928, 151]
article-paragraph: The note invites attention to the serious situation brought about by the recognition by the Japanese Government of Manchukuo, and by the publication of the Treaty, by which Japan may station troops in these provinces of the Chinese republic at her own will, and thus "attempts" to establish a virtual protectorate over that part of China's territory.	[327, 215, 472, 291]
dateline: LONDON, September 21.	[357, 681, 442, 690]
result-line: Rover A 4, beat Kokatahi 0.	[665, 1224, 758, 1233]
article-subheadline: UNION REACHED	[651, 120, 772, 134]
article-paragraph: Mr Hughes, replying, was enthusiastically received. He expressed a firm conviction that the Empire would emerge from the depression triumphantly if the people had confidence and backed its lead.	[483, 1063, 628, 1114]
article-deck: BRITISH POLITICAL CONCERN.	[26, 142, 149, 151]
article-headline: AVIATION	[365, 615, 434, 633]
article-subheadline: APPEAL BY CORRY	[960, 103, 1088, 117]
dateline: AUCKLAND, Sept. 21.	[830, 696, 905, 705]
dateline: LONDON, September 21.	[982, 1132, 1066, 1141]
article-paragraph: The Commonwealth Health Officer will be asked for the approval and the consent of the steamship will also be sought. Despite the fact that there are a virulent bacillus and that it is necessary to convey them in open containers, the Commonwealth medical authorities are believed to make this step essential, and it is expected that the endorsement of the high scientific body will secure the permission of the authorities concerned.	[171, 421, 316, 515]
article-headline: GOLF	[691, 468, 732, 485]
